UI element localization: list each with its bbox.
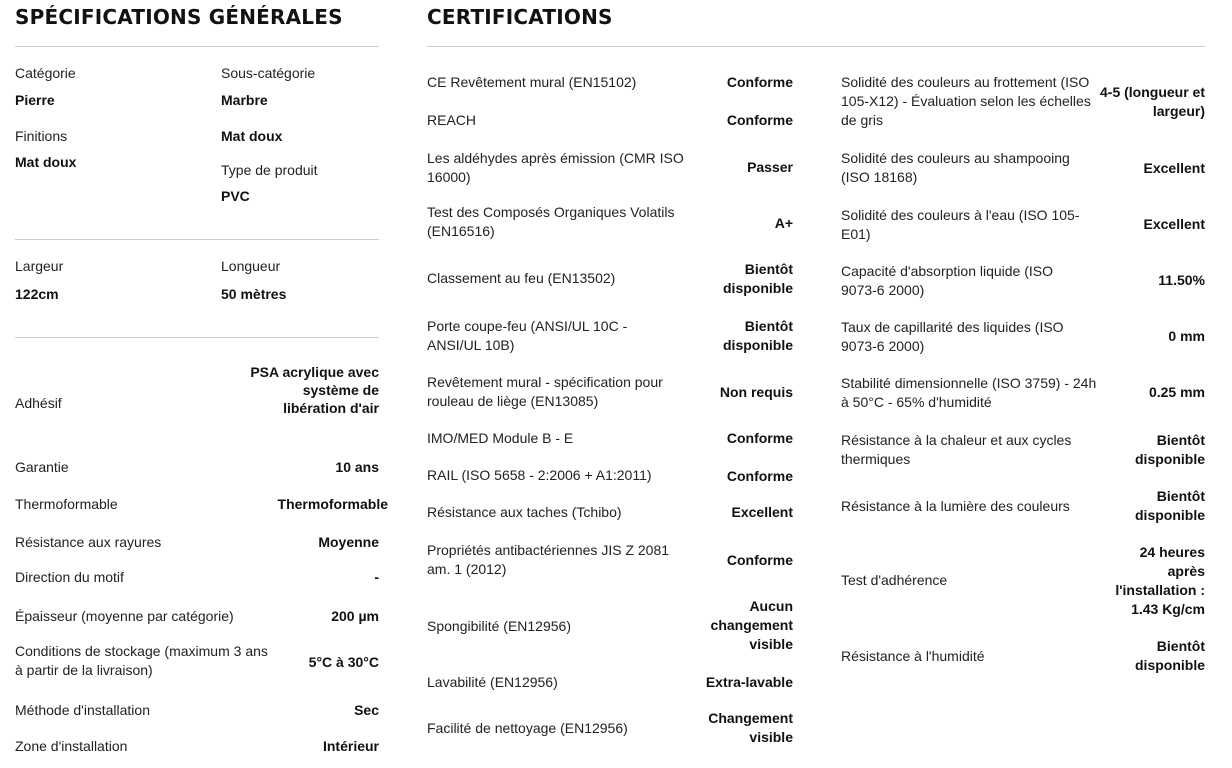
cert-label: IMO/MED Module B - E xyxy=(427,430,574,446)
cert-value: Passer xyxy=(747,159,793,175)
cert-value: Excellent xyxy=(731,504,793,520)
cert-value: Bientôt disponible xyxy=(1135,432,1205,467)
spec-label: Méthode d'installation xyxy=(15,702,150,718)
spec-value: Thermoformable xyxy=(277,496,388,512)
subcategory-label: Sous-catégorie xyxy=(221,65,316,81)
cert-value: A+ xyxy=(774,215,793,231)
finishes-value: Mat doux xyxy=(15,154,77,170)
divider xyxy=(15,337,379,338)
cert-label: Taux de capillarité des liquides (ISO 9073-6 2000) xyxy=(841,319,1064,354)
finishes-value-right: Mat doux xyxy=(221,128,283,144)
cert-label: Spongibilité (EN12956) xyxy=(427,618,571,634)
cert-value: Bientôt disponible xyxy=(1135,638,1205,673)
divider xyxy=(15,46,379,47)
cert-value: Extra-lavable xyxy=(705,674,793,690)
spec-value: 200 µm xyxy=(331,608,379,624)
cert-label: Revêtement mural - spécification pour rouleau de liège (EN13085) xyxy=(427,374,663,409)
spec-value: Sec xyxy=(354,702,379,718)
width-label: Largeur xyxy=(15,258,64,274)
spec-label: Zone d'installation xyxy=(15,738,128,754)
cert-label: Les aldéhydes après émission (CMR ISO 16000) xyxy=(427,150,684,185)
cert-label: Solidité des couleurs au frottement (ISO 105-X12) - Évaluation selon les échelles de gris xyxy=(841,74,1091,128)
spec-label: Thermoformable xyxy=(15,496,118,512)
category-value: Pierre xyxy=(15,92,55,108)
spec-label: Conditions de stockage (maximum 3 ans à partir de la livraison) xyxy=(15,643,268,678)
certifications-title: CERTIFICATIONS xyxy=(427,5,613,29)
divider xyxy=(15,239,379,240)
cert-value: Excellent xyxy=(1143,160,1205,176)
cert-value: 24 heures après l'installation : 1.43 Kg/cm xyxy=(1115,544,1205,617)
spec-label: Résistance aux rayures xyxy=(15,534,162,550)
cert-value: Conforme xyxy=(726,430,793,446)
spec-label: Épaisseur (moyenne par catégorie) xyxy=(15,608,234,624)
spec-value: Intérieur xyxy=(322,738,379,754)
cert-label: Classement au feu (EN13502) xyxy=(427,270,616,286)
length-label: Longueur xyxy=(221,258,281,274)
finishes-label: Finitions xyxy=(15,128,68,144)
width-value: 122cm xyxy=(15,286,59,302)
cert-value: Bientôt disponible xyxy=(723,318,793,353)
cert-label: Facilité de nettoyage (EN12956) xyxy=(427,720,628,736)
spec-value: 10 ans xyxy=(335,459,379,475)
spec-value: Moyenne xyxy=(318,534,379,550)
cert-value: 11.50% xyxy=(1158,272,1205,288)
spec-value: 5°C à 30°C xyxy=(308,654,379,670)
cert-label: Résistance à la lumière des couleurs xyxy=(841,498,1070,514)
product-type-value: PVC xyxy=(221,188,250,204)
category-label: Catégorie xyxy=(15,65,76,81)
cert-value: 0 mm xyxy=(1168,328,1205,344)
cert-label: Test des Composés Organiques Volatils (EN16516) xyxy=(427,204,675,239)
spec-label: Garantie xyxy=(15,459,69,475)
spec-label: Direction du motif xyxy=(15,569,124,585)
cert-value: Conforme xyxy=(726,468,793,484)
cert-label: REACH xyxy=(427,112,477,128)
cert-label: Solidité des couleurs à l'eau (ISO 105-E01) xyxy=(841,207,1080,242)
cert-label: Capacité d'absorption liquide (ISO 9073-6 2000) xyxy=(841,263,1054,298)
cert-label: Résistance aux taches (Tchibo) xyxy=(427,504,622,520)
spec-value: PSA acrylique avec système de libération d'air xyxy=(250,364,379,416)
spec-value: - xyxy=(374,569,379,585)
cert-label: Résistance à l'humidité xyxy=(841,648,985,664)
spec-label: Adhésif xyxy=(15,395,62,411)
cert-value: Excellent xyxy=(1143,216,1205,232)
product-type-label: Type de produit xyxy=(221,162,318,178)
cert-value: Conforme xyxy=(726,552,793,568)
cert-label: Solidité des couleurs au shampooing (ISO 18168) xyxy=(841,150,1070,185)
cert-value: Changement visible xyxy=(708,710,793,745)
cert-value: Conforme xyxy=(726,112,793,128)
cert-label: Stabilité dimensionnelle (ISO 3759) - 24h à 50°C - 65% d'humidité xyxy=(841,375,1097,410)
cert-label: Propriétés antibactériennes JIS Z 2081 am. 1 (2012) xyxy=(427,542,670,577)
subcategory-value: Marbre xyxy=(221,92,268,108)
cert-label: CE Revêtement mural (EN15102) xyxy=(427,74,637,90)
cert-value: 0.25 mm xyxy=(1148,384,1205,400)
general-specs-title: SPÉCIFICATIONS GÉNÉRALES xyxy=(15,5,343,29)
cert-label: Résistance à la chaleur et aux cycles thermiques xyxy=(841,432,1072,467)
cert-label: Test d'adhérence xyxy=(841,572,948,588)
cert-value: Bientôt disponible xyxy=(723,261,793,296)
cert-value: 4-5 (longueur et largeur) xyxy=(1100,84,1206,119)
cert-value: Bientôt disponible xyxy=(1135,488,1205,523)
cert-value: Conforme xyxy=(726,74,793,90)
cert-label: Lavabilité (EN12956) xyxy=(427,674,558,690)
cert-value: Non requis xyxy=(719,384,793,400)
divider xyxy=(427,46,1205,47)
length-value: 50 mètres xyxy=(221,286,287,302)
cert-value: Aucun changement visible xyxy=(710,598,793,652)
cert-label: Porte coupe-feu (ANSI/UL 10C - ANSI/UL 10B) xyxy=(427,318,628,353)
cert-label: RAIL (ISO 5658 - 2:2006 + A1:2011) xyxy=(427,467,652,483)
